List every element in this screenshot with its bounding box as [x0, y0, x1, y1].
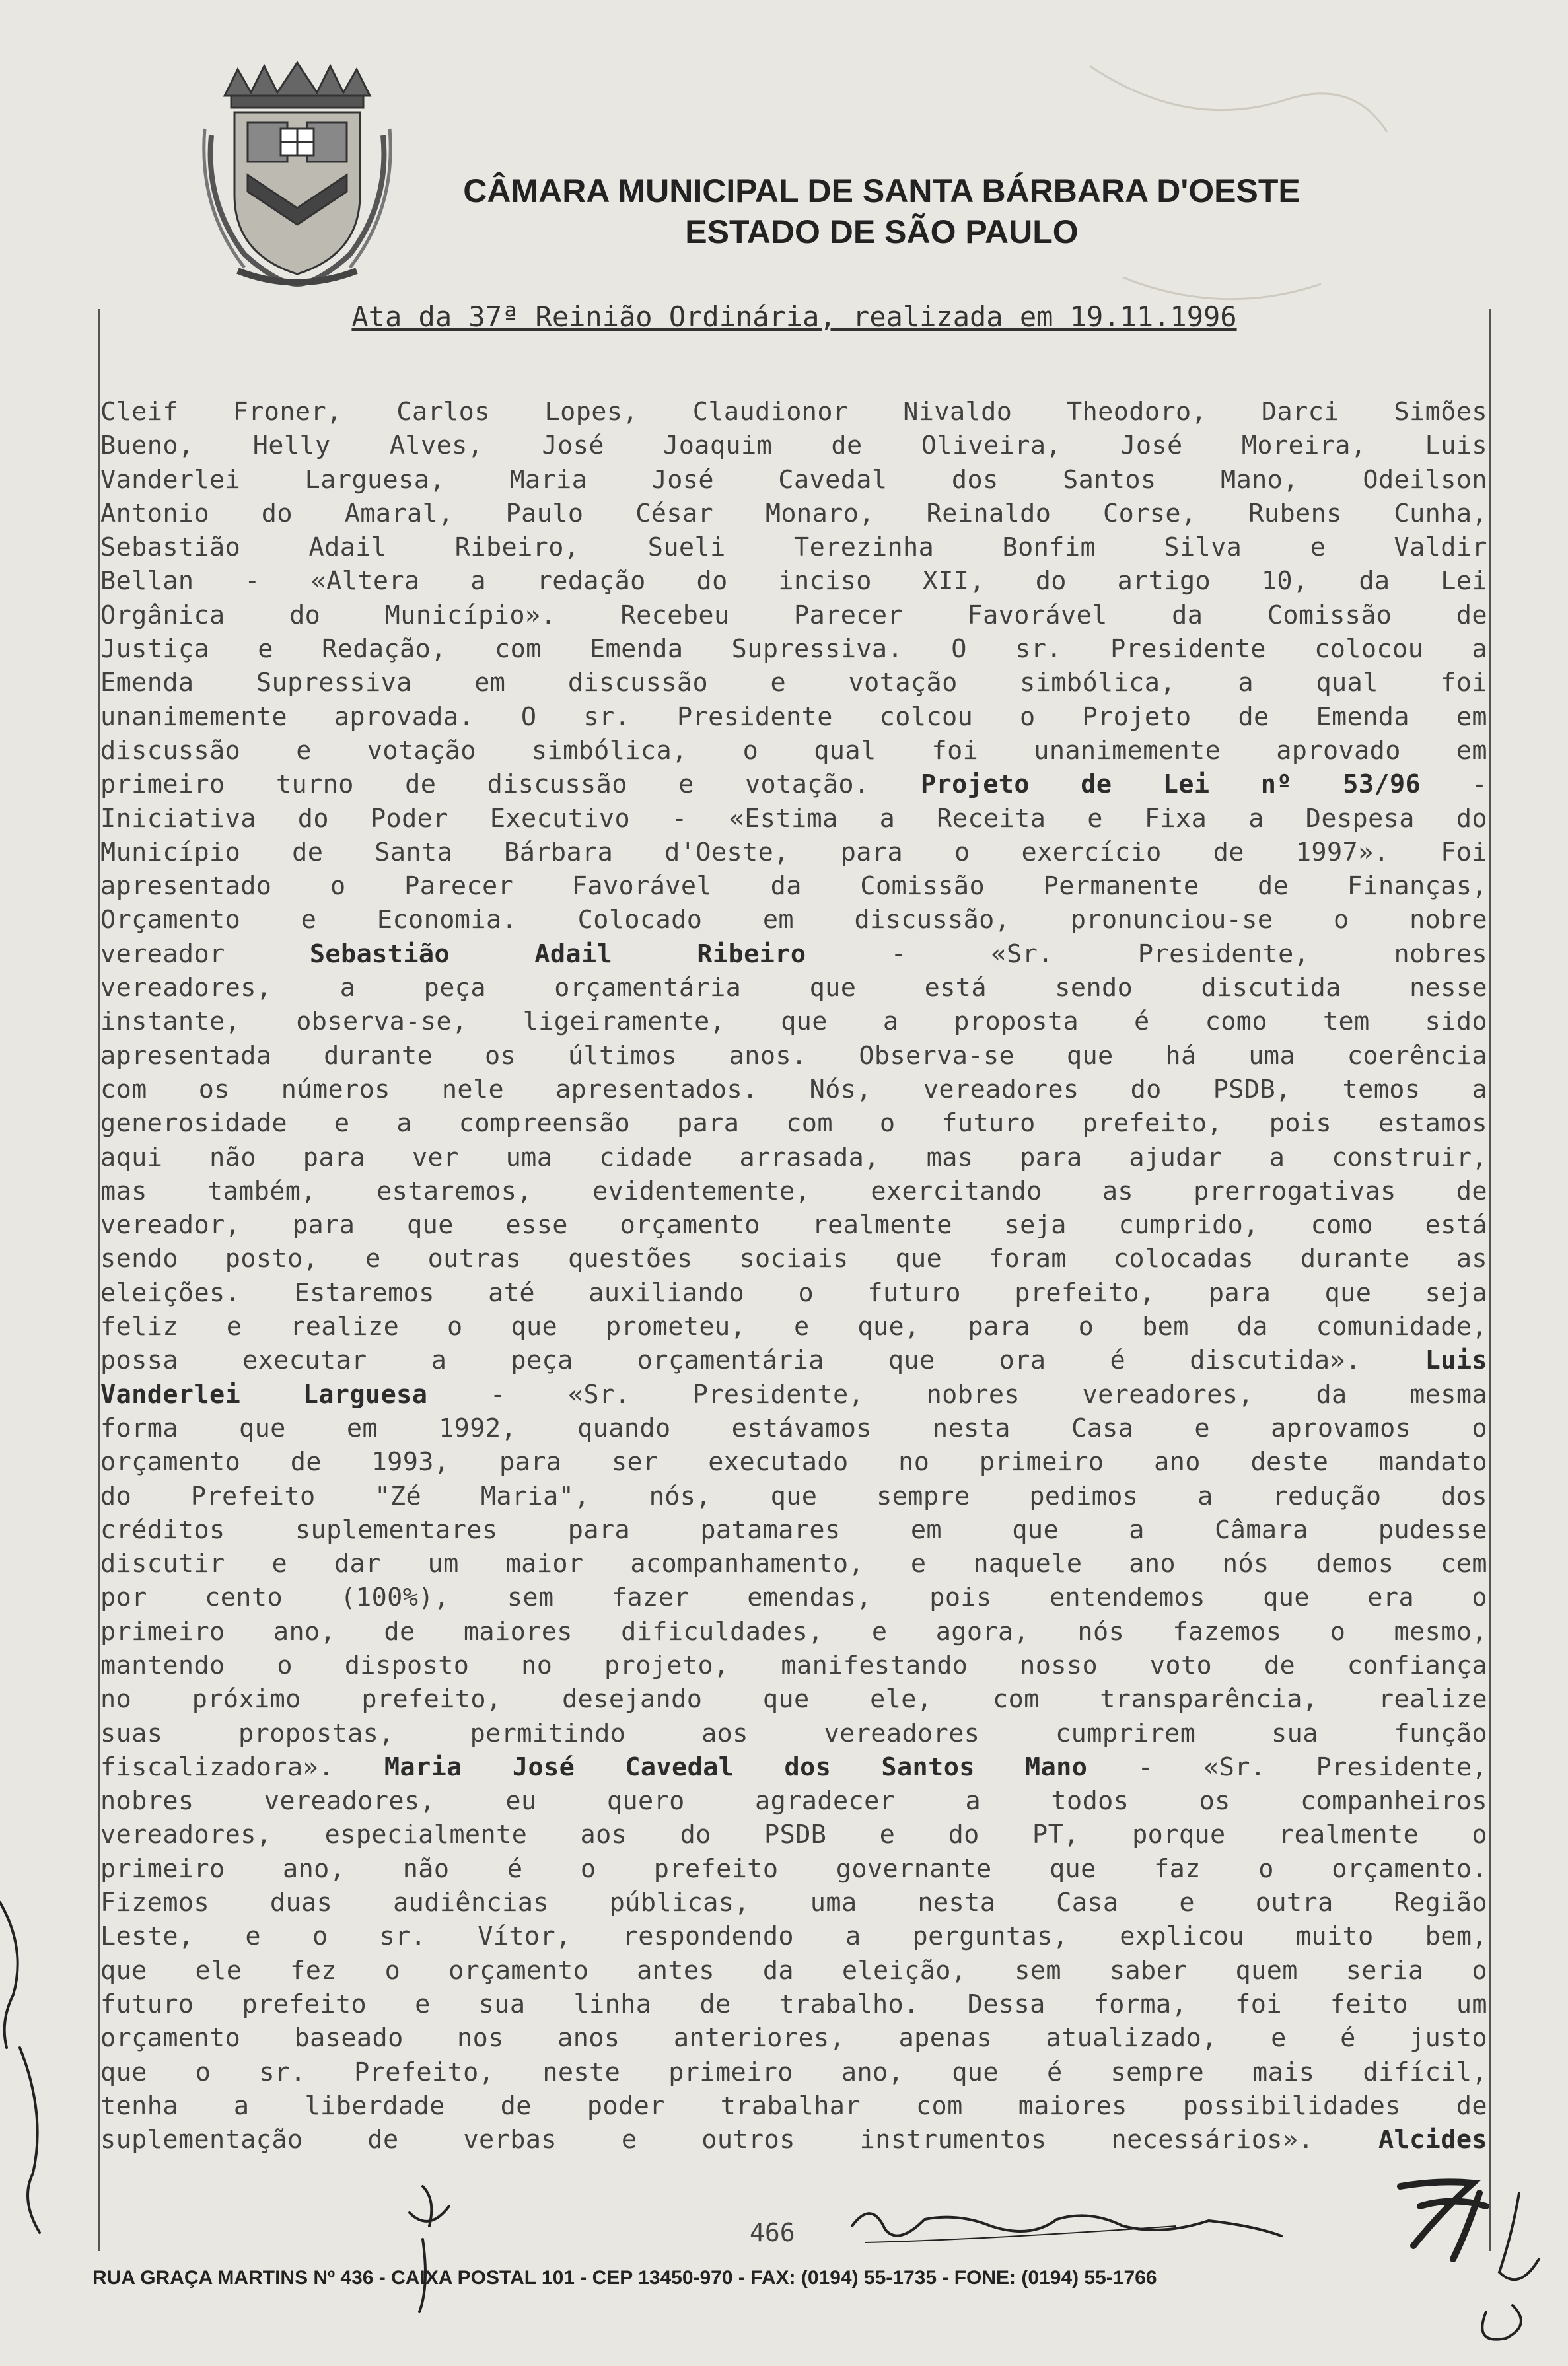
text-line [100, 1005, 1487, 1038]
text-line [100, 1513, 1487, 1547]
text-segment: futuro prefeito e sua linha de trabalho. Dessa forma, foi feito um [100, 1989, 1487, 2019]
text-segment: primeiro ano, de maiores dificuldades, e agora, nós fazemos o mesmo, [100, 1616, 1487, 1647]
text-line [100, 632, 1487, 666]
text-segment: Leste, e o sr. Vítor, respondendo a perguntas, explicou muito bem, [100, 1921, 1487, 1952]
text-segment: suplementação de verbas e outros instrumentos necessários». [100, 2125, 1378, 2155]
text-line [100, 1682, 1487, 1716]
speaker-name: Sebastião Adail Ribeiro [309, 939, 806, 969]
right-margin-rule [1489, 309, 1491, 2251]
text-segment: tenha a liberdade de poder trabalhar com maiores possibilidades de [100, 2091, 1487, 2121]
text-line [100, 497, 1487, 530]
text-segment: vereadores, especialmente aos do PSDB e do PT, porque realmente o [100, 1820, 1487, 1850]
institution-state: ESTADO DE SÃO PAULO [685, 213, 1079, 250]
text-segment: vereador [100, 939, 310, 969]
text-segment: com os números nele apresentados. Nós, vereadores do PSDB, temos a [100, 1074, 1487, 1104]
text-segment: Sebastião Adail Ribeiro, Sueli Terezinha Bonfim Silva e Valdir [100, 532, 1487, 563]
text-segment: vereador, para que esse orçamento realmente seja cumprido, como está [100, 1210, 1487, 1240]
text-line [100, 1378, 1487, 1412]
text-line [100, 1750, 1487, 1784]
speaker-name: Maria José Cavedal dos Santos Mano [384, 1752, 1088, 1782]
text-line [100, 1412, 1487, 1445]
text-line [100, 768, 1487, 801]
text-line [100, 937, 1487, 971]
text-segment: discussão e votação simbólica, o qual foi unanimemente aprovado em [100, 735, 1487, 766]
text-line [100, 1141, 1487, 1174]
text-segment: do Prefeito "Zé Maria", nós, que sempre pedimos a redução dos [100, 1481, 1487, 1511]
text-segment: Bueno, Helly Alves, José Joaquim de Oliveira, José Moreira, Luis [100, 431, 1487, 461]
text-segment: mas também, estaremos, evidentemente, exercitando as prerrogativas de [100, 1176, 1487, 1206]
speaker-name: Projeto de Lei nº 53/96 [920, 770, 1421, 800]
text-line [100, 1445, 1487, 1479]
text-segment: feliz e realize o que prometeu, e que, para o bem da comunidade, [100, 1312, 1487, 1342]
text-line [100, 1784, 1487, 1818]
text-segment: fiscalizadora». [100, 1752, 384, 1782]
text-segment: sendo posto, e outras questões sociais que foram colocadas durante as [100, 1244, 1487, 1274]
text-line [100, 1818, 1487, 1851]
text-line [100, 836, 1487, 869]
text-line [100, 2021, 1487, 2055]
text-segment: generosidade e a compreensão para com o futuro prefeito, pois estamos [100, 1108, 1487, 1139]
text-segment: - «Sr. Presidente, nobres vereadores, da mesma [427, 1379, 1487, 1410]
text-segment: eleições. Estaremos até auxiliando o futuro prefeito, para que seja [100, 1277, 1487, 1308]
text-segment: suas propostas, permitindo aos vereadores cumprirem sua função [100, 1718, 1487, 1748]
text-segment: unanimemente aprovada. O sr. Presidente colcou o Projeto de Emenda em [100, 701, 1487, 732]
text-line [100, 1276, 1487, 1310]
text-segment: Iniciativa do Poder Executivo - «Estima a Receita e Fixa a Despesa do [100, 803, 1487, 834]
text-line [100, 1988, 1487, 2021]
speaker-name: Luis [1425, 1345, 1487, 1376]
text-segment: mantendo o disposto no projeto, manifestando nosso voto de confiança [100, 1650, 1487, 1680]
text-line [100, 666, 1487, 699]
text-segment: Cleif Froner, Carlos Lopes, Claudionor Nivaldo Theodoro, Darci Simões [100, 397, 1487, 427]
text-line [100, 869, 1487, 903]
text-line [100, 1310, 1487, 1344]
text-line [100, 1480, 1487, 1513]
text-line [100, 1073, 1487, 1106]
institution-name: CÂMARA MUNICIPAL DE SANTA BÁRBARA D'OESTE [463, 172, 1301, 209]
text-line [100, 1547, 1487, 1581]
text-line [100, 802, 1487, 836]
text-line [100, 463, 1487, 497]
text-segment: discutir e dar um maior acompanhamento, e naquele ano nós demos cem [100, 1549, 1487, 1579]
text-line [100, 1208, 1487, 1242]
text-line [100, 2089, 1487, 2123]
text-line [100, 429, 1487, 462]
text-line [100, 1581, 1487, 1614]
text-segment: Antonio do Amaral, Paulo César Monaro, Reinaldo Corse, Rubens Cunha, [100, 498, 1487, 528]
text-segment: instante, observa-se, ligeiramente, que a proposta é como tem sido [100, 1007, 1487, 1037]
text-segment: - «Sr. Presidente, nobres [806, 939, 1487, 969]
text-segment: primeiro turno de discussão e votação. [100, 770, 921, 800]
text-segment: apresentado o Parecer Favorável da Comissão Permanente de Finanças, [100, 871, 1487, 902]
text-line [100, 1174, 1487, 1208]
text-line [100, 2056, 1487, 2089]
text-segment: Justiça e Redação, com Emenda Supressiva. O sr. Presidente colocou a [100, 634, 1487, 664]
speaker-name: Alcides [1378, 2125, 1487, 2155]
text-line [100, 903, 1487, 937]
text-line [100, 1649, 1487, 1682]
text-segment: por cento (100%), sem fazer emendas, pois entendemos que era o [100, 1583, 1487, 1613]
footer-address: RUA GRAÇA MARTINS Nº 436 - CAIXA POSTAL 101 - CEP 13450-970 - FAX: (0194) 55-1735 - FONE: (0194) 55-1766 [92, 2267, 1157, 2289]
text-segment: orçamento de 1993, para ser executado no primeiro ano deste mandato [100, 1447, 1487, 1478]
text-segment: Orgânica do Município». Recebeu Parecer Favorável da Comissão de [100, 600, 1487, 630]
text-line [100, 1852, 1487, 1886]
text-segment: nobres vereadores, eu quero agradecer a todos os companheiros [100, 1786, 1487, 1816]
text-line [100, 700, 1487, 734]
text-segment: que o sr. Prefeito, neste primeiro ano, que é sempre mais difícil, [100, 2057, 1487, 2087]
text-line [100, 1039, 1487, 1073]
text-segment: Vanderlei Larguesa, Maria José Cavedal dos Santos Mano, Odeilson [100, 464, 1487, 495]
text-line [100, 530, 1487, 564]
text-segment: Fizemos duas audiências públicas, uma nesta Casa e outra Região [100, 1888, 1487, 1918]
text-segment: no próximo prefeito, desejando que ele, com transparência, realize [100, 1684, 1487, 1715]
text-segment: possa executar a peça orçamentária que ora é discutida». [100, 1345, 1425, 1376]
minutes-body [100, 395, 1487, 2157]
text-segment: apresentada durante os últimos anos. Observa-se que há uma coerência [100, 1040, 1487, 1071]
speaker-name: Vanderlei Larguesa [100, 1379, 428, 1410]
text-segment: aqui não para ver uma cidade arrasada, mas para ajudar a construir, [100, 1142, 1487, 1172]
left-margin-rule [98, 309, 100, 2251]
minutes-title: Ata da 37ª Reinião Ordinária, realizada em 19.11.1996 [351, 301, 1237, 333]
text-segment: que ele fez o orçamento antes da eleição, sem saber quem seria o [100, 1955, 1487, 1986]
text-line [100, 395, 1487, 429]
text-segment: Emenda Supressiva em discussão e votação simbólica, a qual foi [100, 668, 1487, 698]
text-segment: orçamento baseado nos anos anteriores, apenas atualizado, e é justo [100, 2023, 1487, 2054]
text-segment: - «Sr. Presidente, [1087, 1752, 1487, 1782]
text-segment: vereadores, a peça orçamentária que está sendo discutida nesse [100, 973, 1487, 1003]
text-line [100, 1919, 1487, 1953]
municipal-coat-of-arms [198, 56, 396, 294]
page-number: 466 [750, 2218, 795, 2247]
text-line [100, 2123, 1487, 2157]
text-segment: forma que em 1992, quando estávamos nesta Casa e aprovamos o [100, 1413, 1487, 1443]
text-line [100, 1717, 1487, 1750]
text-line [100, 598, 1487, 632]
text-line [100, 1886, 1487, 1919]
text-line [100, 734, 1487, 768]
text-line [100, 1954, 1487, 1988]
text-line [100, 1344, 1487, 1377]
text-segment: Orçamento e Economia. Colocado em discussão, pronunciou-se o nobre [100, 905, 1487, 935]
text-line [100, 1615, 1487, 1649]
text-segment: créditos suplementares para patamares em que a Câmara pudesse [100, 1515, 1487, 1545]
text-segment: primeiro ano, não é o prefeito governante que faz o orçamento. [100, 1853, 1487, 1884]
text-line [100, 1242, 1487, 1275]
text-segment: Bellan - «Altera a redação do inciso XII, do artigo 10, da Lei [100, 566, 1487, 596]
text-segment: - [1421, 770, 1487, 800]
text-line [100, 971, 1487, 1005]
text-line [100, 1106, 1487, 1140]
text-line [100, 564, 1487, 598]
institution-header [396, 170, 1367, 252]
text-segment: Município de Santa Bárbara d'Oeste, para o exercício de 1997». Foi [100, 837, 1487, 867]
